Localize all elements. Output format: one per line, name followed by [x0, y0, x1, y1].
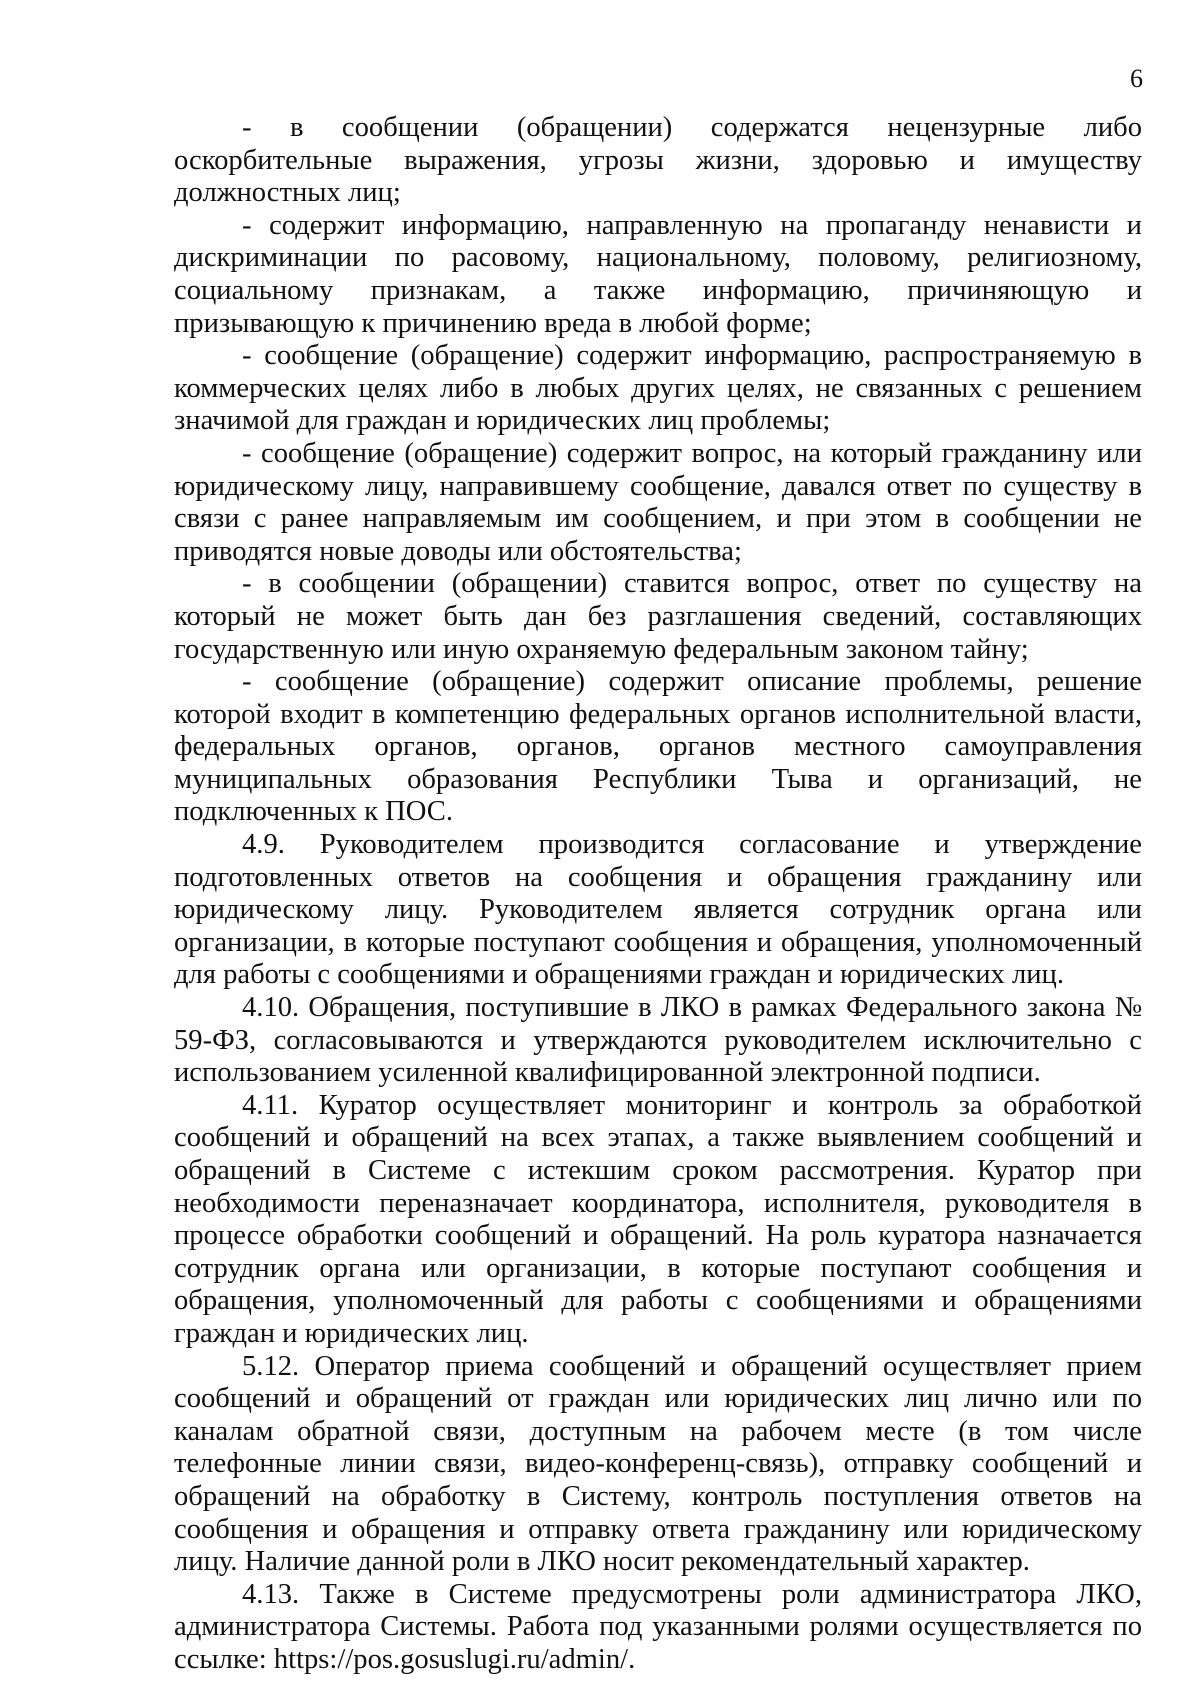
paragraph-obscene-language: - в сообщении (обращении) содержатся нецензурные либо оскорбительные выражения, угрозы жизни, здоровью и имуществу должностных лиц;: [174, 112, 1142, 209]
document-body: [174, 112, 1142, 1677]
paragraph-repeated-question: - сообщение (обращение) содержит вопрос, на который гражданину или юридическому лицу, направившему сообщение, давался ответ по существу в связи с ранее направляемым им сообщением, и при этом в сообщении не приводятся новые доводы или обстоятельства;: [174, 437, 1142, 567]
paragraph-hate-propaganda: - содержит информацию, направленную на пропаганду ненависти и дискриминации по расовому, национальному, половому, религиозному, социальному признакам, а также информацию, причиняющую и призывающую к причинению вреда в любой форме;: [174, 209, 1142, 339]
paragraph-4-11-curator: 4.11. Куратор осуществляет мониторинг и контроль за обработкой сообщений и обращений на всех этапах, а также выявлением сообщений и обращений в Системе с истекшим сроком рассмотрения. Куратор при необходимости переназначает координатора, исполнителя, руководителя в процессе обработки сообщений и обращений. На роль куратора назначается сотрудник органа или организации, в которые поступают сообщения и обращения, уполномоченный для работы с сообщениями и обращениями граждан и юридических лиц.: [174, 1089, 1142, 1349]
page-number: 6: [1130, 64, 1143, 93]
paragraph-4-10-electronic-signature: 4.10. Обращения, поступившие в ЛКО в рамках Федерального закона № 59-ФЗ, согласовываются и утверждаются руководителем исключительно с использованием усиленной квалифицированной электронной подписи.: [174, 992, 1142, 1089]
paragraph-federal-competence: - сообщение (обращение) содержит описание проблемы, решение которой входит в компетенцию федеральных органов исполнительной власти, федеральных органов, органов, органов местного самоуправления муниципальных образования Республики Тыва и организаций, не подключенных к ПОС.: [174, 666, 1142, 828]
paragraph-5-12-operator: 5.12. Оператор приема сообщений и обращений осуществляет прием сообщений и обращений от граждан или юридических лиц лично или по каналам обратной связи, доступным на рабочем месте (в том числе телефонные линии связи, видео-конференц-связь), отправку сообщений и обращений на обработку в Систему, контроль поступления ответов на сообщения и обращения и отправку ответа гражданину или юридическому лицу. Наличие данной роли в ЛКО носит рекомендательный характер.: [174, 1350, 1142, 1578]
paragraph-4-13-administrator: 4.13. Также в Системе предусмотрены роли администратора ЛКО, администратора Системы. Работа под указанными ролями осуществляется по ссылке: https://pos.gosuslugi.ru/admin/.: [174, 1578, 1142, 1675]
paragraph-commercial-info: - сообщение (обращение) содержит информацию, распространяемую в коммерческих целях либо в любых других целях, не связанных с решением значимой для граждан и юридических лиц проблемы;: [174, 340, 1142, 437]
paragraph-4-9-manager: 4.9. Руководителем производится согласование и утверждение подготовленных ответов на сообщения и обращения гражданину или юридическому лицу. Руководителем является сотрудник органа или организации, в которые поступают сообщения и обращения, уполномоченный для работы с сообщениями и обращениями граждан и юридических лиц.: [174, 829, 1142, 991]
paragraph-state-secret: - в сообщении (обращении) ставится вопрос, ответ по существу на который не может быть дан без разглашения сведений, составляющих государственную или иную охраняемую федеральным законом тайну;: [174, 568, 1142, 665]
